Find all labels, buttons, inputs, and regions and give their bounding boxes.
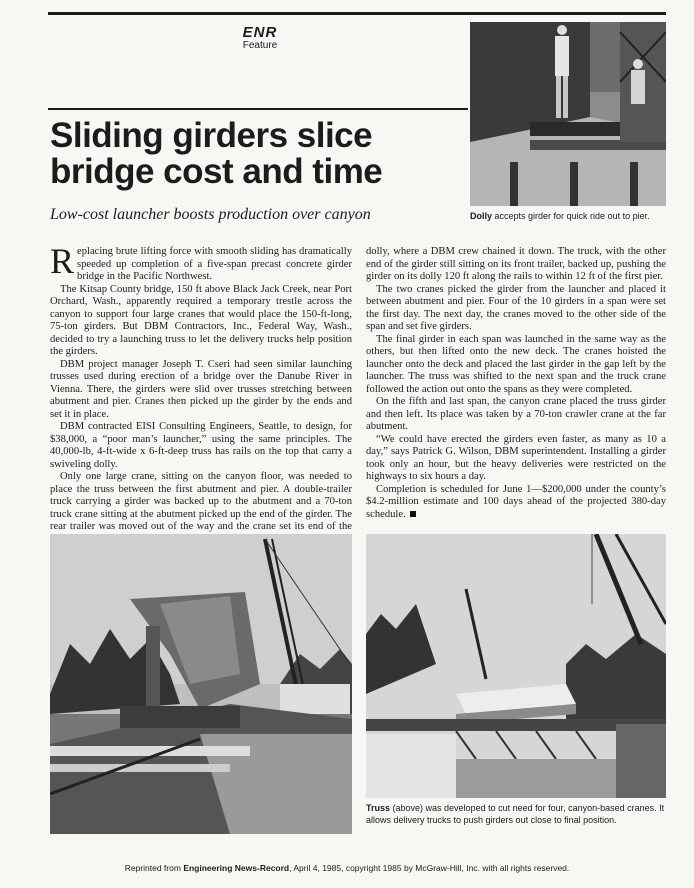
drop-cap: R (50, 241, 75, 281)
footer-prefix: Reprinted from (124, 863, 184, 873)
paragraph-7: The final girder in each span was launched in the same way as the others, but then lifted onto the new deck. The cranes hoisted the launcher onto the deck and placed the last girder in the gap left by the launcher. The truss was shifted to the next span and the truck crane followed the action out onto the spans as they were completed. (366, 333, 666, 395)
paragraph-8: On the fifth and last span, the canyon crane placed the truss girder and then left. Its place was taken by a 70-ton crawler crane at the far abutment. (366, 396, 666, 432)
paragraph-5-part-1: Only one large crane, sitting on the canyon floor, was needed to place the truss between the first abutment and pier. A double-trailer truck carrying a girder was backed up to the abutment and a 70-ton truck crane sitting at the abutment picked up the end of the girder. The rear trailer was moved out of the way and the crane set its end of the (50, 471, 352, 532)
paragraph-9: “We could have erected the girders even faster, as many as 10 a day,” says Patrick G. Wilson, DBM superintendent. Installing a girder took only an hour, but the heavy deliveries were restricted on the highways to six hours a day. (366, 433, 666, 482)
paragraph-4: DBM contracted EISI Consulting Engineers, Seattle, to design, for $38,000, a “poor man’s launcher,” using the same principles. The 40,000-lb, 4-ft-wide x 6-ft-deep truss has rails on the top that carry a swiveling dolly. (50, 421, 352, 470)
caption-dolly-lead: Dolly (470, 211, 493, 221)
enr-logo: ENR (242, 24, 278, 41)
masthead (225, 26, 295, 52)
caption-dolly (470, 210, 680, 222)
paragraph-10 (366, 484, 666, 522)
photo-dolly (470, 22, 666, 206)
footer-suffix: , April 4, 1985, copyright 1985 by McGraw-Hill, Inc. with all rights reserved. (289, 863, 570, 873)
article-title: Sliding girders slice bridge cost and time (50, 116, 383, 191)
paragraph-10-text: Completion is scheduled for June 1—$200,000 under the county’s $4.2-million estimate and 100 days ahead of the projected 380-day schedule. (366, 483, 666, 520)
paragraph-5-part-2: dolly, where a DBM crew chained it down. The truck, with the other end of the girder still sitting on its front trailer, backed up, pushing the girder on its dolly 120 ft along the rails to within 12 ft of the first pier. (366, 246, 666, 282)
article-column-right (366, 246, 666, 521)
reprint-footer (0, 863, 694, 873)
photo-truss-right (366, 534, 666, 798)
top-rule (48, 12, 666, 15)
caption-truss-lead: Truss (366, 803, 391, 813)
end-mark-icon (410, 511, 416, 517)
photo-truss-left (50, 534, 352, 834)
article-column-left (50, 241, 352, 546)
section-label: Feature (242, 40, 278, 51)
paragraph-2: The Kitsap County bridge, 150 ft above Black Jack Creek, near Port Orchard, Wash., apparently required a temporary trestle across the canyon to support four large cranes that would place the 150-ft-long, 75-ton girders. But DBM Contractors, Inc., Federal Way, Wash., decided to try a launching truss to let the delivery trucks help position the girders. (50, 283, 352, 357)
paragraph-1-text: eplacing brute lifting force with smooth sliding has dramatically speeded up completion of a five-span precast concrete girder bridge in the Pacific Northwest. (77, 246, 352, 282)
paragraph-1 (50, 241, 352, 284)
headline-rule (48, 108, 468, 110)
paragraph-3: DBM project manager Joseph T. Cseri had seen similar launching trusses used during erection of a bridge over the Danube River in Vienna. There, the girders were slid over trusses stretching between abutment and pier. Cranes then picked up the girder by the ends and set it in place. (50, 358, 352, 420)
footer-publication: Engineering News-Record (183, 863, 290, 873)
caption-dolly-text: accepts girder for quick ride out to pier. (492, 211, 650, 221)
paragraph-6: The two cranes picked the girder from the launcher and placed it between abutment and pier. Four of the 10 girders in a span were set the first day. The next day, the cranes moved to the other side of the span and set five girders. (366, 283, 666, 332)
article-deck: Low-cost launcher boosts production over canyon (50, 206, 371, 223)
caption-truss (366, 802, 668, 826)
caption-truss-text: (above) was developed to cut need for four, canyon-based cranes. It allows delivery trucks to push girders out close to final position. (366, 803, 665, 825)
